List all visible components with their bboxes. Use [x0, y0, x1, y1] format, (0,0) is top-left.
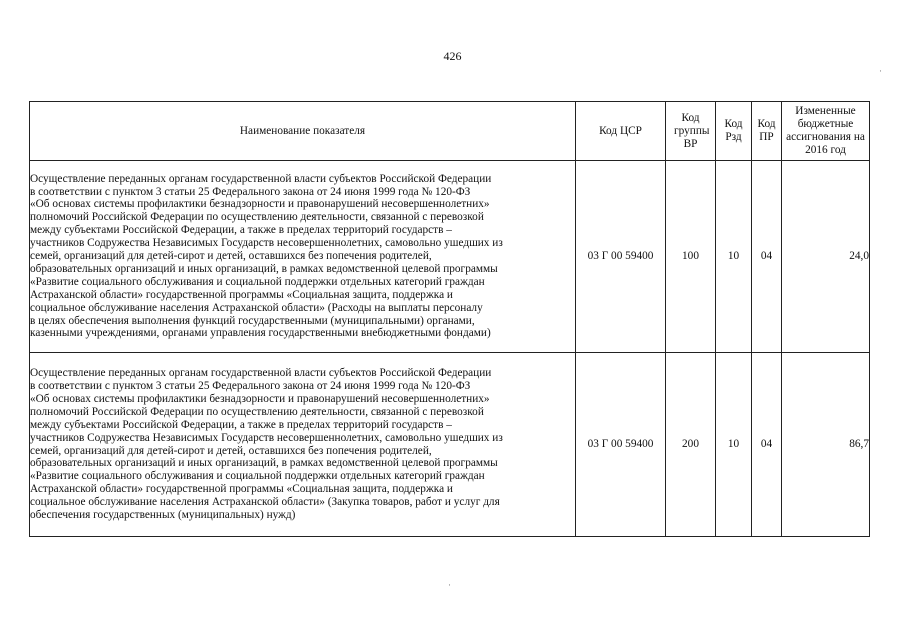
header-csr: Код ЦСР [576, 102, 666, 161]
row-pr: 04 [752, 161, 782, 353]
description-line: «Развитие социального обслуживания и социальной поддержки отдельных категорий граждан [30, 470, 485, 483]
description-line: образовательных организаций и иных организаций, в рамках ведомственной целевой программы [30, 457, 498, 470]
description-line: социальное обслуживание населения Астраханской области» (Закупка товаров, работ и услуг для [30, 496, 500, 509]
description-line: образовательных организаций и иных организаций, в рамках ведомственной целевой программы [30, 262, 498, 275]
budget-table [29, 101, 870, 537]
header-rzd: Код Рзд [716, 102, 752, 161]
row-vr: 200 [666, 353, 716, 537]
row-vr: 100 [666, 161, 716, 353]
description-line: «Развитие социального обслуживания и социальной поддержки отдельных категорий граждан [30, 275, 485, 288]
description-line: семей, организаций для детей-сирот и детей, оставшихся без попечения родителей, [30, 444, 432, 457]
description-line: участников Содружества Независимых Государств несовершеннолетних, самовольно ушедших из [30, 237, 503, 250]
page-number: 426 [443, 49, 462, 63]
description-line: казенными учреждениями, органами управления государственными внебюджетными фондами) [30, 327, 491, 340]
row-rzd: 10 [716, 161, 752, 353]
description-line: семей, организаций для детей-сирот и детей, оставшихся без попечения родителей, [30, 250, 432, 263]
description-line: социальное обслуживание населения Астраханской области» (Расходы на выплаты персоналу [30, 301, 483, 314]
description-line: «Об основах системы профилактики безнадзорности и правонарушений несовершеннолетних» [30, 198, 490, 211]
row-csr: 03 Г 00 59400 [576, 353, 666, 537]
description-line: обеспечения государственных (муниципальных) нужд) [30, 509, 296, 522]
row-pr: 04 [752, 353, 782, 537]
header-pr: Код ПР [752, 102, 782, 161]
description-line: Осуществление переданных органам государственной власти субъектов Российской Федерации [30, 172, 492, 185]
row-rzd: 10 [716, 353, 752, 537]
row-amount: 86,7 [782, 353, 870, 537]
row-csr: 03 Г 00 59400 [576, 161, 666, 353]
header-name: Наименование показателя [30, 102, 576, 161]
header-amount: Измененные бюджетные ассигнования на 2016 год [782, 102, 870, 161]
description-line: Астраханской области» государственной программы «Социальная защита, поддержка и [30, 288, 453, 301]
table-header-row [30, 102, 870, 161]
row-description [30, 161, 576, 353]
description-line: в соответствии с пунктом 3 статьи 25 Федерального закона от 24 июня 1999 года № 120-ФЗ [30, 379, 471, 392]
header-vr: Код группы ВР [666, 102, 716, 161]
description-line: полномочий Российской Федерации по осуществлению деятельности, связанной с перевозкой [30, 405, 484, 418]
description-line: в соответствии с пунктом 3 статьи 25 Федерального закона от 24 июня 1999 года № 120-ФЗ [30, 185, 471, 198]
scan-mark: · [448, 580, 451, 590]
description-line: участников Содружества Независимых Государств несовершеннолетних, самовольно ушедших из [30, 431, 503, 444]
description-line: Осуществление переданных органам государственной власти субъектов Российской Федерации [30, 367, 492, 380]
row-description [30, 353, 576, 537]
description-line: между субъектами Российской Федерации, а также в пределах территорий государств – [30, 418, 452, 431]
description-line: в целях обеспечения выполнения функций государственными (муниципальными) органами, [30, 314, 475, 327]
row-amount: 24,0 [782, 161, 870, 353]
table-row [30, 161, 870, 353]
table-row [30, 353, 870, 537]
description-line: между субъектами Российской Федерации, а также в пределах территорий государств – [30, 224, 452, 237]
description-line: полномочий Российской Федерации по осуществлению деятельности, связанной с перевозкой [30, 211, 484, 224]
scan-mark: · [879, 66, 882, 76]
description-line: Астраханской области» государственной программы «Социальная защита, поддержка и [30, 483, 453, 496]
description-line: «Об основах системы профилактики безнадзорности и правонарушений несовершеннолетних» [30, 392, 490, 405]
